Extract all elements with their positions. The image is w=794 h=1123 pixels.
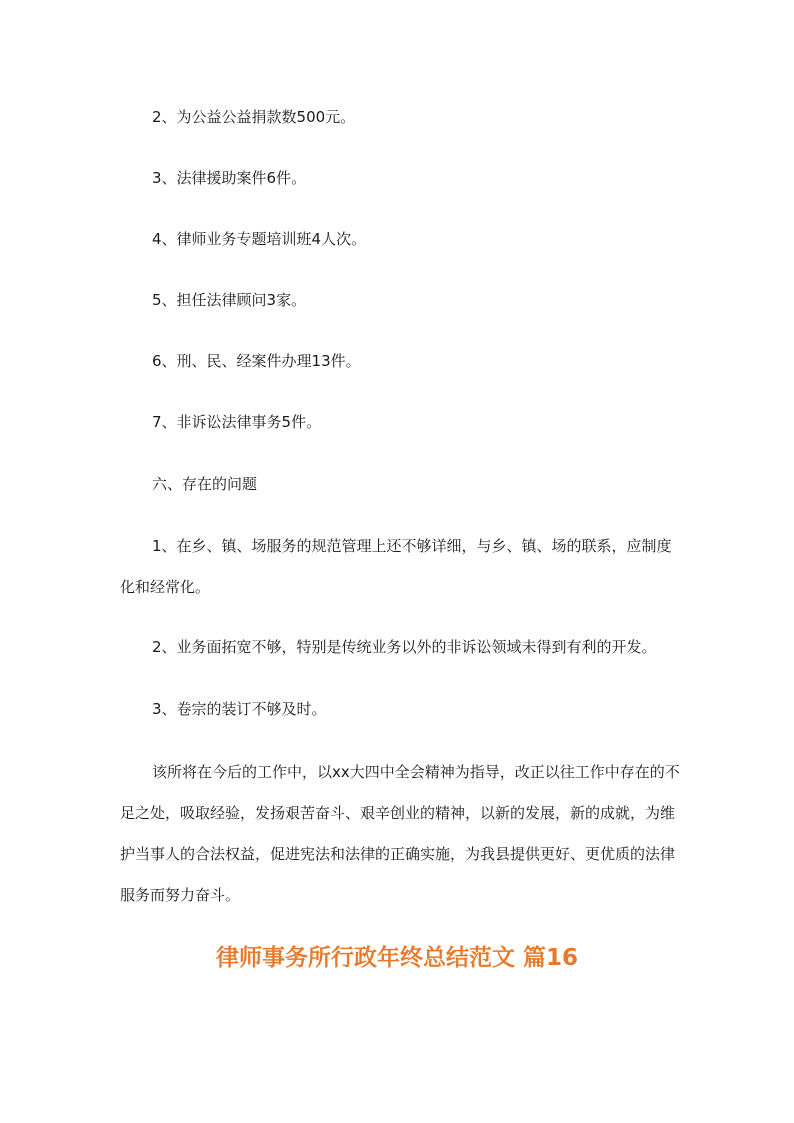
paragraph-legal-aid: 3、法律援助案件6件。 <box>152 169 307 187</box>
paragraph-problem-3: 3、卷宗的装订不够及时。 <box>152 700 327 718</box>
section-heading: 律师事务所行政年终总结范文 篇16 <box>215 945 578 971</box>
paragraph-donation: 2、为公益公益捐款数500元。 <box>152 108 356 126</box>
section-subheading-problems: 六、存在的问题 <box>152 475 258 493</box>
paragraph-problem-2: 2、业务面拓宽不够，特别是传统业务以外的非诉讼领域未得到有利的开发。 <box>152 638 657 656</box>
paragraph-training: 4、律师业务专题培训班4人次。 <box>152 230 367 248</box>
paragraph-non-litigation: 7、非诉讼法律事务5件。 <box>152 413 322 431</box>
paragraph-conclusion: 该所将在今后的工作中，以xx大四中全会精神为指导，改正以往工作中存在的不足之处，吸取经验，发扬艰苦奋斗、艰辛创业的精神，以新的发展，新的成就，为维护当事人的合法权益，促进宪法和法律的正确实施，为我县提供更好、更优质的法律服务而努力奋斗。 <box>120 763 680 904</box>
paragraph-cases: 6、刑、民、经案件办理13件。 <box>152 352 361 370</box>
paragraph-problem-1: 1、在乡、镇、场服务的规范管理上还不够详细，与乡、镇、场的联系，应制度化和经常化。 <box>120 537 672 596</box>
paragraph-legal-advisor: 5、担任法律顾问3家。 <box>152 291 307 309</box>
